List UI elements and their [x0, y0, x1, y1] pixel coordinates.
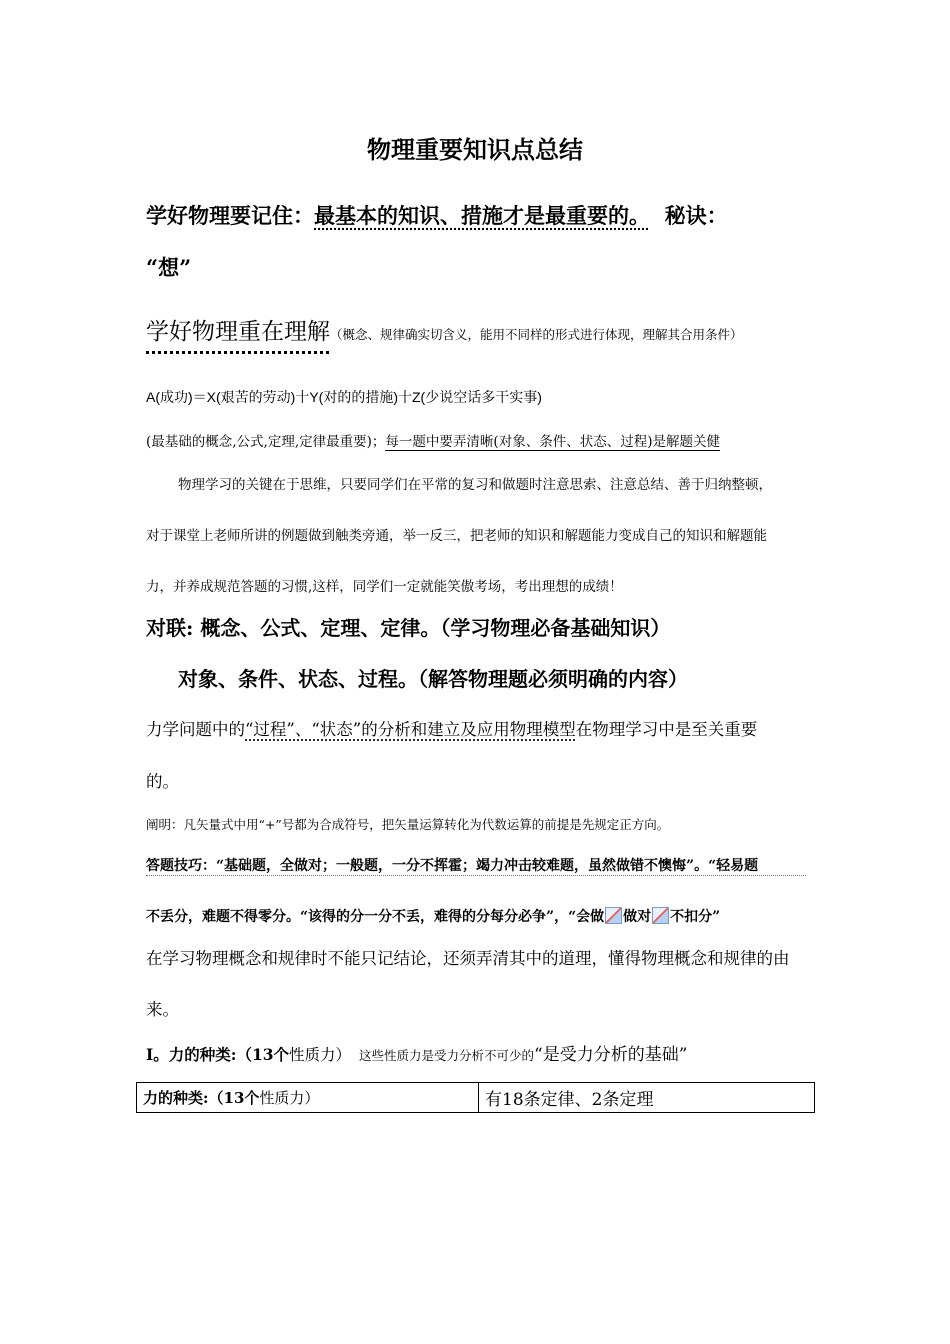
- mechanics-line: [146, 716, 757, 740]
- table-cell-tail: 性质力）: [259, 1089, 320, 1107]
- mechanics-end: 的。: [146, 772, 179, 791]
- section-heading: [146, 1040, 687, 1065]
- basics-key: 每一题中要弄清晰(对象、条件、状态、过程)是解题关健: [385, 434, 720, 450]
- motto-secret: “想”: [146, 255, 192, 280]
- tips-text-a: 不丢分，难题不得零分。“该得的分一分不丢，难得的分每分必争”，“会做: [146, 909, 605, 925]
- para-thinking-line3: 力，并养成规范答题的习惯,这样，同学们一定就能笑傲考场，考出理想的成绩！: [146, 579, 623, 595]
- table-cell-force-types: [137, 1083, 479, 1113]
- mechanics-key: “过程”、“状态”的分析和建立及应用物理模型: [245, 720, 576, 739]
- mechanics-tail: 在物理学习中是至关重要: [575, 720, 758, 739]
- para-thinking-line2: 对于课堂上老师所讲的例题做到触类旁通，举一反三，把老师的知识和解题能力变成自己的知识和解题能: [146, 528, 767, 544]
- section-quote: “是受力分析的基础”: [534, 1045, 688, 1065]
- understand-note: （概念、规律确实切含义，能用不同样的形式进行体现，理解其合用条件）: [330, 327, 743, 342]
- motto-key: 最基本的知识、措施才是最重要的。: [314, 203, 650, 228]
- para-thinking-line1: 物理学习的关键在于思维，只要同学们在平常的复习和做题时注意思索、注意总结、善于归纳整顿，: [178, 477, 772, 493]
- understand-heading: 学好物理重在理解: [146, 319, 330, 345]
- section-title: I。力的种类:（13个: [146, 1045, 290, 1064]
- learning-line1: 在学习物理概念和规律时不能只记结论，还须弄清其中的道理，懂得物理概念和规律的由: [146, 949, 790, 968]
- tips-line1: 答题技巧：“基础题，全做对；一般题，一分不挥霍；竭力冲击较难题，虽然做错不懊悔”。“轻易题: [146, 855, 806, 876]
- couplet-first: 对联: 概念、公式、定理、定律。（学习物理必备基础知识）: [146, 616, 671, 640]
- force-types-table: [136, 1082, 815, 1113]
- section-note: 这些性质力是受力分析不可少的: [351, 1048, 535, 1063]
- vector-note: 阐明：凡矢量式中用“+”号都为合成符号，把矢量运算转化为代数运算的前提是先规定正方向。: [146, 817, 670, 832]
- success-formula: A(成功)＝X(艰苦的劳动)十Y(对的的措施)十Z(少说空话多干实事): [146, 389, 542, 405]
- tips-text-b: 做对: [623, 909, 652, 925]
- broken-image-icon: [605, 907, 622, 924]
- broken-image-icon: [652, 907, 669, 924]
- learning-line2: 来。: [146, 1000, 179, 1019]
- motto-lead: 学好物理要记住：: [146, 203, 314, 228]
- table-cell-laws: 有18条定律、2条定理: [479, 1083, 815, 1113]
- table-cell-bold: 力的种类:（13个: [143, 1089, 260, 1107]
- section-title-tail: 性质力）: [289, 1046, 352, 1064]
- basics-note: (最基础的概念,公式,定理,定律最重要)；: [146, 434, 386, 450]
- motto-tail: 秘诀：: [650, 203, 728, 228]
- tips-text-c: 不扣分”: [670, 909, 721, 925]
- mechanics-lead: 力学问题中的: [146, 720, 245, 739]
- tips-line2: [146, 906, 720, 926]
- table-row: [137, 1083, 815, 1113]
- couplet-second: 对象、条件、状态、过程。（解答物理题必须明确的内容）: [178, 667, 688, 691]
- motto-line: [146, 200, 728, 230]
- understand-line: [146, 313, 743, 346]
- page-title: 物理重要知识点总结: [367, 135, 583, 164]
- basics-line: [146, 430, 720, 450]
